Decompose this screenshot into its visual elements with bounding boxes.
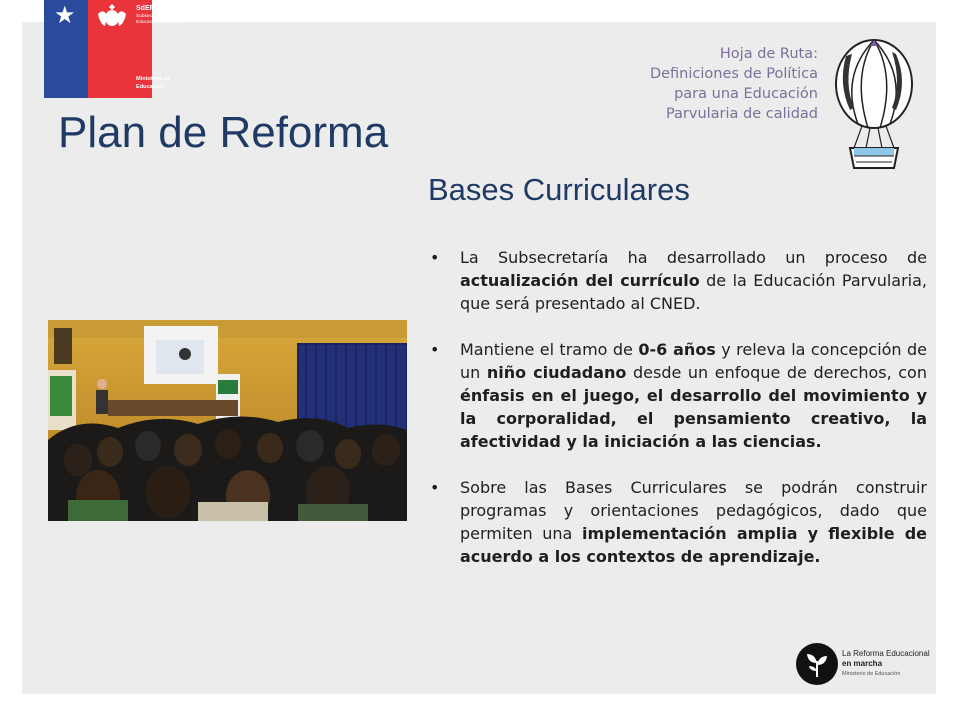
logo-ministry-name: Ministerio de Educación — [136, 76, 171, 90]
roadmap-line-3: para una Educación — [674, 86, 818, 102]
sprout-icon — [802, 649, 832, 679]
bullet-text: Mantiene el tramo de 0-6 años y releva la concepción de un niño ciudadano desde un enfoque de derechos, con énfasis en el juego, el desarrollo del movimiento y la corporalidad, el pensamiento creativo, la afectividad y la iniciación a las ciencias. — [460, 340, 927, 451]
roadmap-line-2: Definiciones de Política — [649, 66, 818, 82]
bullet-list — [430, 246, 927, 591]
bullet-dot-icon: • — [430, 248, 440, 267]
ministry-logo — [44, 0, 182, 98]
bullet-item — [430, 476, 927, 568]
reforma-line-1: La Reforma Educacional — [842, 649, 930, 658]
section-subtitle: Bases Curriculares — [428, 172, 690, 207]
reforma-logo-circle — [796, 643, 838, 685]
coat-of-arms-icon — [94, 4, 130, 30]
bullet-item — [430, 338, 927, 453]
bullet-text: Sobre las Bases Curriculares se podrán construir programas y orientaciones pedagógicos, dado que permiten una implementación amplia y flexible de acuerdo a los contextos de aprendizaje. — [460, 478, 928, 566]
reforma-logo — [796, 643, 932, 685]
hot-air-balloon-icon — [824, 36, 920, 174]
bullet-dot-icon: • — [430, 340, 440, 359]
logo-org-name: Subsecretaría de Educación Parvularia — [136, 14, 182, 25]
bullet-dot-icon: • — [430, 478, 440, 497]
logo-blue-band — [44, 0, 88, 98]
bullet-item — [430, 246, 927, 315]
bullet-text: La Subsecretaría ha desarrollado un proceso de actualización del currículo de la Educación Parvularia, que será presentado al CNED. — [460, 248, 928, 313]
reforma-line-2: en marcha — [842, 659, 883, 668]
star-icon: ★ — [54, 2, 76, 29]
roadmap-heading — [630, 44, 818, 124]
roadmap-line-1: Hoja de Ruta: — [719, 46, 818, 62]
page-title: Plan de Reforma — [58, 108, 389, 157]
classroom-photo — [48, 320, 407, 521]
roadmap-line-4: Parvularia de calidad — [665, 106, 818, 122]
reforma-line-3: Ministerio de Educación — [842, 671, 901, 677]
logo-org-short: SdEP — [136, 5, 155, 12]
